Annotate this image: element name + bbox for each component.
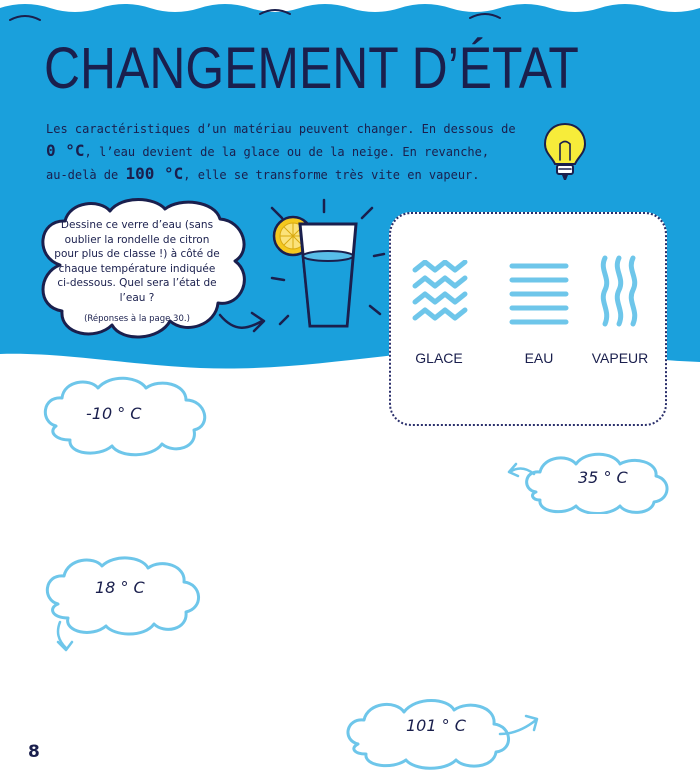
answers-note: (Réponses à la page 30.) bbox=[84, 314, 190, 324]
temperature-minus-10: -10 ° C bbox=[86, 404, 142, 423]
temperature-18: 18 ° C bbox=[95, 578, 145, 597]
temperature-zero: 0 °C bbox=[46, 141, 85, 160]
legend-label-vapeur: VAPEUR bbox=[591, 350, 649, 366]
temperature-cloud-18 bbox=[36, 550, 206, 660]
page-number: 8 bbox=[28, 742, 40, 762]
bubble-text: Dessine ce verre d’eau (sans oublier la rondelle de citron pour plus de classe !) à côté de chaque température indiquée ci-dessous. Quel sera l’état de l’eau ? (Réponses à la page 30.) bbox=[52, 218, 222, 327]
page-title: CHANGEMENT D’ÉTAT bbox=[44, 36, 579, 101]
legend-label-glace: GLACE bbox=[415, 350, 463, 366]
lightbulb-icon bbox=[540, 120, 590, 186]
water-lines-icon bbox=[508, 260, 570, 326]
temperature-101: 101 ° C bbox=[406, 716, 466, 735]
water-glass-illustration bbox=[262, 196, 387, 346]
steam-waves-icon bbox=[597, 254, 643, 330]
legend-label-eau: EAU bbox=[524, 350, 554, 366]
temperature-35: 35 ° C bbox=[578, 468, 628, 487]
temperature-hundred: 100 °C bbox=[125, 164, 184, 183]
intro-paragraph: Les caractéristiques d’un matériau peuvent changer. En dessous de 0 °C, l’eau devient de la glace ou de la neige. En revanche, au-delà de 100 °C, elle se transforme très vite en vapeur. bbox=[46, 122, 516, 183]
states-legend bbox=[389, 212, 667, 426]
ice-zigzag-icon bbox=[411, 260, 471, 326]
